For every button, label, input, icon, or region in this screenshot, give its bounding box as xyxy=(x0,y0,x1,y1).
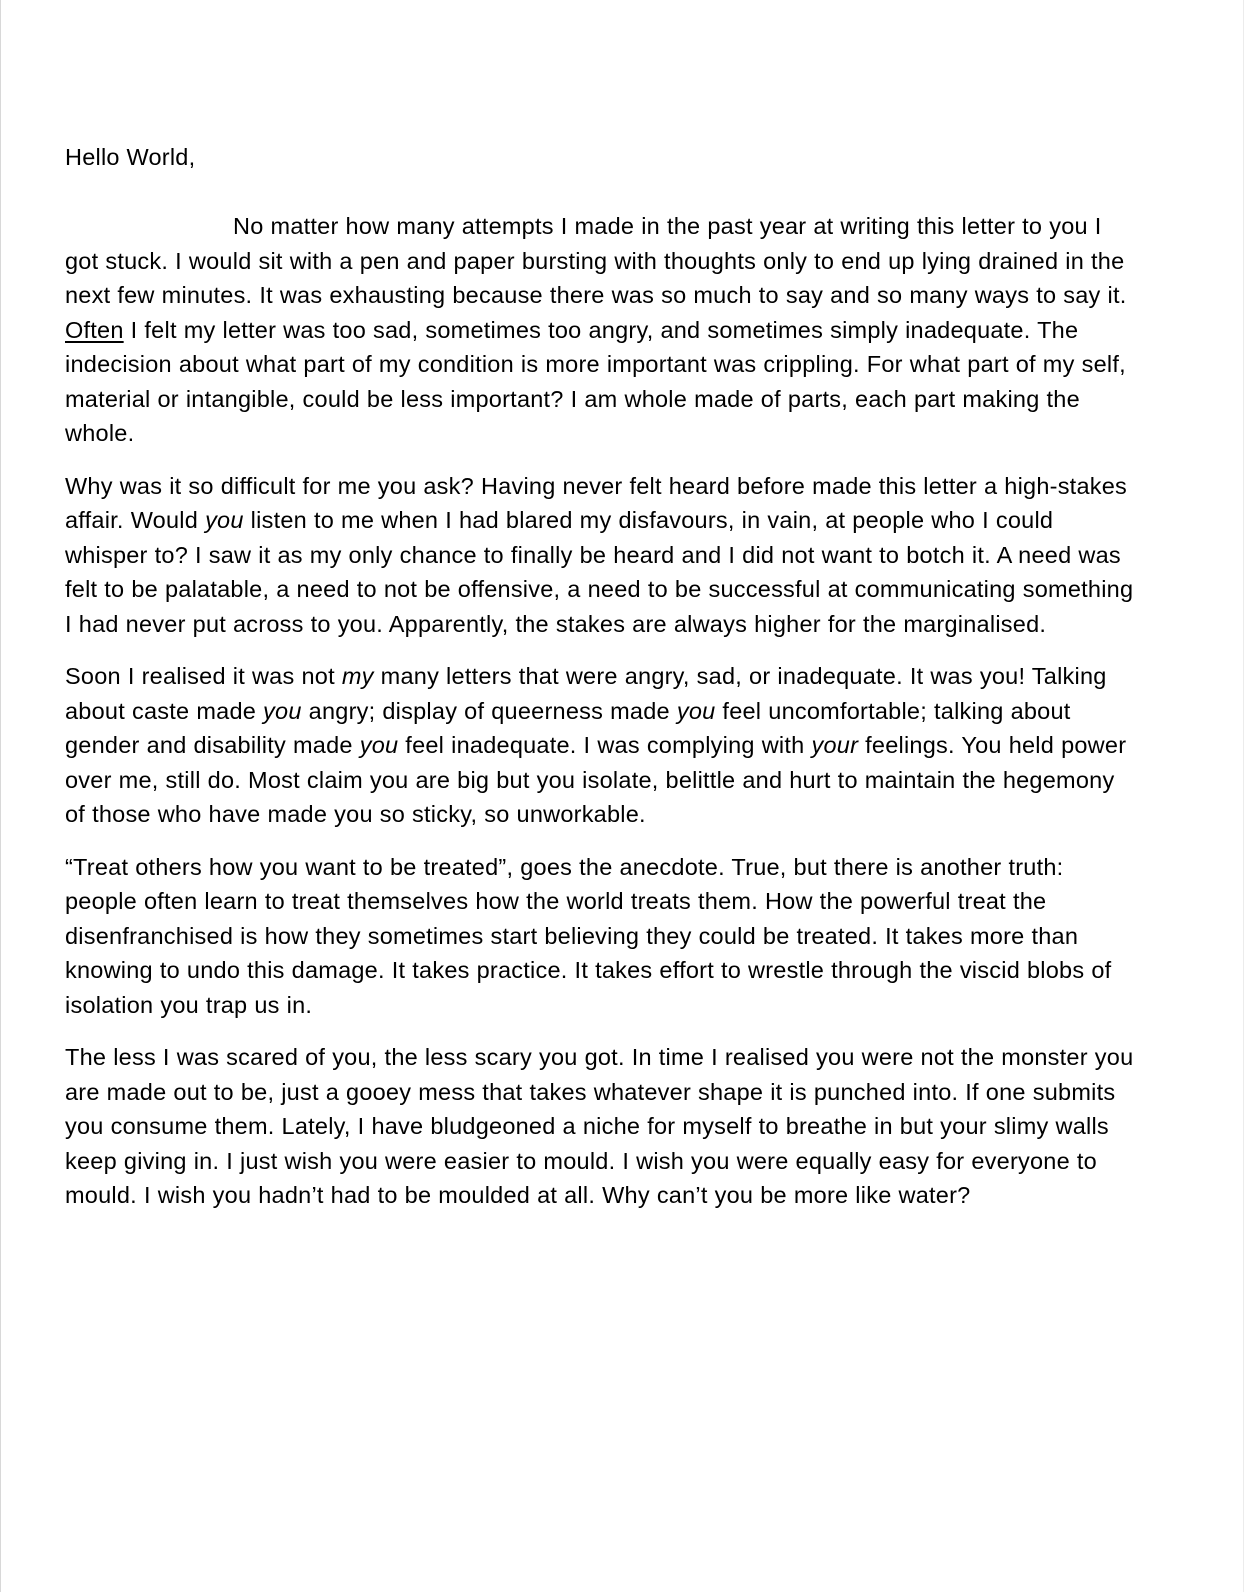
paragraph-text: feel inadequate. I was complying with xyxy=(398,732,812,758)
body-paragraph xyxy=(65,850,1137,1023)
body-paragraph xyxy=(65,1040,1137,1213)
paragraph-text: “Treat others how you want to be treated”, goes the anecdote. True, but there is another truth: people often learn to treat themselves how the world treats them. How the powerful treat the disenfranchised is how they sometimes start believing they could be treated. It takes more than knowing to undo this damage. It takes practice. It takes effort to wrestle through the viscid blobs of isolation you trap us in. xyxy=(65,853,1112,1018)
first-line-indent xyxy=(65,209,233,244)
body-paragraph xyxy=(65,659,1137,832)
emphasis-italic: my xyxy=(341,663,374,689)
paragraph-text: feelings. You held power over me, still do. Most claim you are big but you isolate, belittle and hurt to maintain the hegemony of those who have made you so sticky, so unworkable. xyxy=(65,732,1127,827)
emphasis-italic: you xyxy=(676,697,716,724)
paragraph-text: Soon I realised it was not xyxy=(65,663,342,689)
emphasis-italic: your xyxy=(811,732,859,758)
paragraph-container xyxy=(65,209,1137,1213)
document-body xyxy=(65,140,1137,1213)
salutation-line: Hello World, xyxy=(65,144,196,170)
paragraph-text: I felt my letter was too sad, sometimes too angry, and sometimes simply inadequate. The indecision about what part of my condition is more important was crippling. For what part of my self, material or intangible, could be less important? I am whole made of parts, each part making the whole. xyxy=(65,316,1126,446)
paragraph-text: listen to me when I had blared my disfavours, in vain, at people who I could whisper to? I saw it as my only chance to finally be heard and I did not want to botch it. A need was felt to be palatable, a need to not be offensive, a need to be successful at communicating something I had never put across to you. Apparently, the stakes are always higher for the marginalised. xyxy=(65,507,1134,637)
emphasis-italic: you xyxy=(263,697,302,724)
emphasis-italic: you xyxy=(205,507,244,533)
blank-line-spacer xyxy=(65,175,1137,210)
paragraph-text: angry; display of queerness made xyxy=(301,697,677,724)
emphasis-underline: Often xyxy=(65,316,124,343)
paragraph-text: many letters that were angry, sad, or inadequate. It was you! Talking about caste made xyxy=(65,663,1107,724)
paragraph-text: Why was it so difficult for me you ask? Having never felt heard before made this letter a high-stakes affair. Would xyxy=(65,472,1128,533)
paragraph-text: No matter how many attempts I made in the past year at writing this letter to you I got stuck. I would sit with a pen and paper bursting with thoughts only to end up lying drained in the next few minutes. It was exhausting because there was so much to say and so many ways to say it. xyxy=(65,213,1127,308)
paragraph-text: feel uncomfortable; talking about gender and disability made xyxy=(65,697,1071,758)
emphasis-italic: you xyxy=(359,732,399,758)
body-paragraph xyxy=(65,209,1137,451)
paragraph-text: The less I was scared of you, the less scary you got. In time I realised you were not the monster you are made out to be, just a gooey mess that takes whatever shape it is punched into. If one submits you consume them. Lately, I have bludgeoned a niche for myself to breathe in but your slimy walls keep giving in. I just wish you were easier to mould. I wish you were equally easy for everyone to mould. I wish you hadn’t had to be moulded at all. Why can’t you be more like water? xyxy=(65,1044,1134,1208)
body-paragraph xyxy=(65,469,1137,642)
